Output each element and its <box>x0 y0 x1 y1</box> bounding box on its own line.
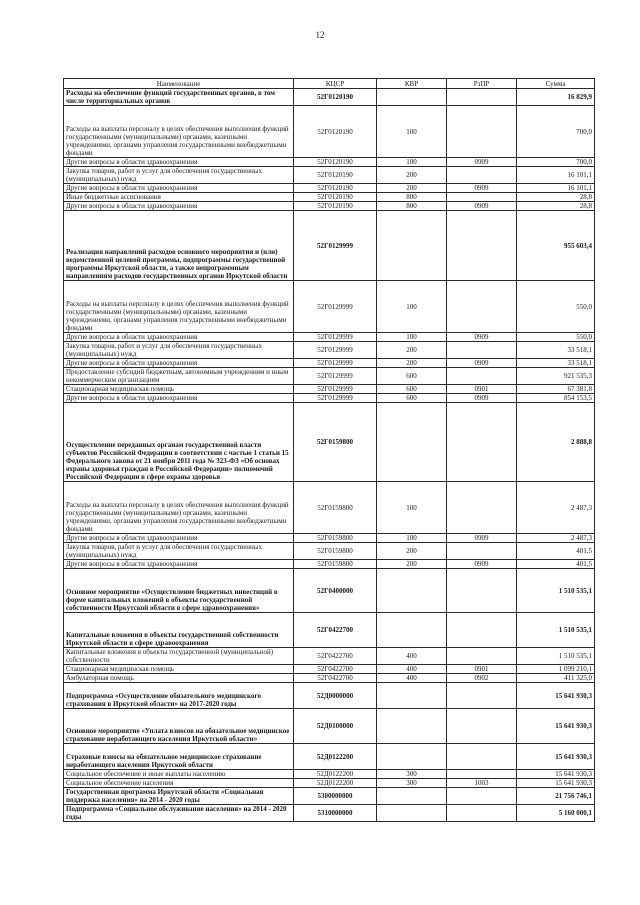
rzpr-cell: 0909 <box>447 394 517 403</box>
name-cell: Закупка товаров, работ и услуг для обеспечения государственных (муниципальных) нужд <box>64 342 294 359</box>
sum-cell: 921 535,3 <box>517 368 595 385</box>
code-cell: 52Г0129999 <box>294 281 377 333</box>
code-cell: 52Д0122200 <box>294 779 377 788</box>
kvr-cell: 600 <box>377 385 447 394</box>
table-row <box>64 359 595 368</box>
header-name: Наименование <box>64 79 294 89</box>
code-cell: 52Г0120190 <box>294 202 377 211</box>
rzpr-cell: 0909 <box>447 333 517 342</box>
rzpr-cell <box>447 648 517 665</box>
code-cell: 52Г0120190 <box>294 89 377 106</box>
rzpr-cell <box>447 193 517 202</box>
name-cell: Основное мероприятие «Осуществление бюджетных инвестиций в форме капитальных вложений в объекты государственной собственности Иркутской области в сфере здравоохранения» <box>64 569 294 613</box>
table-row <box>64 534 595 543</box>
kvr-cell: 100 <box>377 281 447 333</box>
rzpr-cell: 0901 <box>447 385 517 394</box>
kvr-cell <box>377 211 447 281</box>
code-cell: 5310000000 <box>294 805 377 822</box>
code-cell: 52Г0422700 <box>294 674 377 683</box>
code-cell: 52Г0159800 <box>294 482 377 534</box>
kvr-cell: 600 <box>377 394 447 403</box>
sum-cell: 33 518,1 <box>517 359 595 368</box>
header-rzpr: РзПР <box>447 79 517 89</box>
table-row <box>64 333 595 342</box>
sum-cell: 33 518,1 <box>517 342 595 359</box>
table-body <box>64 89 595 822</box>
rzpr-cell <box>447 543 517 560</box>
rzpr-cell <box>447 744 517 770</box>
name-cell: Стационарная медицинская помощь <box>64 385 294 394</box>
code-cell: 52Д0122200 <box>294 770 377 779</box>
rzpr-cell <box>447 770 517 779</box>
table-row <box>64 342 595 359</box>
rzpr-cell <box>447 569 517 613</box>
rzpr-cell <box>447 342 517 359</box>
kvr-cell: 400 <box>377 665 447 674</box>
name-cell: Расходы на выплаты персоналу в целях обеспечения выполнения функций государственными (муниципальными) органами, казенными учреждениями, органами управления государственными внебюджетными фондами <box>64 281 294 333</box>
name-cell: Другие вопросы в области здравоохранения <box>64 202 294 211</box>
rzpr-cell <box>447 683 517 709</box>
kvr-cell <box>377 613 447 648</box>
rzpr-cell <box>447 482 517 534</box>
kvr-cell: 600 <box>377 368 447 385</box>
name-cell: Реализация направлений расходов основного мероприятия и (или) ведомственной целевой программы, подпрограммы государственной программы Иркутской области, а также непрограммным направлениям расходов государственных органов Иркутской области <box>64 211 294 281</box>
name-cell: Другие вопросы в области здравоохранения <box>64 184 294 193</box>
name-cell: Другие вопросы в области здравоохранения <box>64 394 294 403</box>
rzpr-cell: 0909 <box>447 184 517 193</box>
sum-cell: 1 099 210,1 <box>517 665 595 674</box>
table-row <box>64 770 595 779</box>
name-cell: Социальное обеспечение и иные выплаты населению <box>64 770 294 779</box>
sum-cell: 854 153,5 <box>517 394 595 403</box>
table-row <box>64 788 595 805</box>
table-row <box>64 394 595 403</box>
table-row <box>64 281 595 333</box>
sum-cell: 15 641 930,3 <box>517 683 595 709</box>
sum-cell: 550,0 <box>517 281 595 333</box>
rzpr-cell <box>447 167 517 184</box>
kvr-cell <box>377 709 447 744</box>
header-kvr: КВР <box>377 79 447 89</box>
name-cell: Подпрограмма «Осуществление обязательного медицинского страхования в Иркутской области» на 2017-2020 годы <box>64 683 294 709</box>
table-row <box>64 202 595 211</box>
header-sum: Сумма <box>517 79 595 89</box>
code-cell: 52Г0120190 <box>294 184 377 193</box>
sum-cell: 1 510 535,1 <box>517 648 595 665</box>
table-row <box>64 158 595 167</box>
kvr-cell: 200 <box>377 543 447 560</box>
table-row <box>64 709 595 744</box>
table-row <box>64 569 595 613</box>
code-cell: 52Г0120190 <box>294 167 377 184</box>
rzpr-cell: 0902 <box>447 674 517 683</box>
name-cell: Предоставление субсидий бюджетным, автономным учреждениям и иным некоммерческим организациям <box>64 368 294 385</box>
table-row <box>64 560 595 569</box>
budget-table <box>63 78 595 822</box>
kvr-cell <box>377 569 447 613</box>
table-row <box>64 674 595 683</box>
sum-cell: 1 510 535,1 <box>517 613 595 648</box>
name-cell: Закупка товаров, работ и услуг для обеспечения государственных (муниципальных) нужд <box>64 543 294 560</box>
table-row <box>64 805 595 822</box>
rzpr-cell <box>447 613 517 648</box>
sum-cell: 1 510 535,1 <box>517 569 595 613</box>
kvr-cell <box>377 788 447 805</box>
sum-cell: 15 641 930,3 <box>517 744 595 770</box>
name-cell: Амбулаторная помощь <box>64 674 294 683</box>
sum-cell: 28,8 <box>517 202 595 211</box>
kvr-cell <box>377 683 447 709</box>
rzpr-cell <box>447 805 517 822</box>
sum-cell: 16 101,1 <box>517 167 595 184</box>
name-cell: Стационарная медицинская помощь <box>64 665 294 674</box>
code-cell: 52Г0129999 <box>294 368 377 385</box>
table-header-row <box>64 79 595 89</box>
kvr-cell: 400 <box>377 648 447 665</box>
rzpr-cell <box>447 709 517 744</box>
kvr-cell: 100 <box>377 534 447 543</box>
name-cell: Иные бюджетные ассигнования <box>64 193 294 202</box>
code-cell: 52Г0129999 <box>294 385 377 394</box>
kvr-cell <box>377 403 447 482</box>
code-cell: 52Г0159800 <box>294 534 377 543</box>
code-cell: 52Г0159800 <box>294 403 377 482</box>
code-cell: 52Д0100000 <box>294 709 377 744</box>
table-row <box>64 779 595 788</box>
name-cell: Другие вопросы в области здравоохранения <box>64 359 294 368</box>
rzpr-cell <box>447 403 517 482</box>
kvr-cell: 800 <box>377 193 447 202</box>
rzpr-cell <box>447 106 517 158</box>
sum-cell: 2 487,3 <box>517 534 595 543</box>
kvr-cell <box>377 89 447 106</box>
table-row <box>64 167 595 184</box>
sum-cell: 21 756 746,1 <box>517 788 595 805</box>
name-cell: Расходы на обеспечение функций государственных органов, в том числе территориальных органов <box>64 89 294 106</box>
sum-cell: 15 641 930,3 <box>517 779 595 788</box>
code-cell: 52Г0129999 <box>294 333 377 342</box>
table-row <box>64 648 595 665</box>
sum-cell: 700,0 <box>517 106 595 158</box>
name-cell: Подпрограмма «Социальное обслуживание населения» на 2014 - 2020 годы <box>64 805 294 822</box>
table-row <box>64 385 595 394</box>
name-cell: Государственная программа Иркутской области «Социальная поддержка населения» на 2014 - 2020 годы <box>64 788 294 805</box>
table-row <box>64 665 595 674</box>
kvr-cell: 300 <box>377 779 447 788</box>
code-cell: 52Г0129999 <box>294 211 377 281</box>
sum-cell: 2 487,3 <box>517 482 595 534</box>
table-row <box>64 89 595 106</box>
code-cell: 52Г0129999 <box>294 394 377 403</box>
table-row <box>64 482 595 534</box>
name-cell: Другие вопросы в области здравоохранения <box>64 333 294 342</box>
name-cell: Другие вопросы в области здравоохранения <box>64 534 294 543</box>
code-cell: 52Г0400000 <box>294 569 377 613</box>
rzpr-cell <box>447 788 517 805</box>
kvr-cell: 100 <box>377 333 447 342</box>
sum-cell: 15 641 930,3 <box>517 709 595 744</box>
code-cell: 52Г0422700 <box>294 613 377 648</box>
kvr-cell: 800 <box>377 202 447 211</box>
sum-cell: 28,8 <box>517 193 595 202</box>
code-cell: 52Г0159800 <box>294 560 377 569</box>
name-cell: Капитальные вложения в объекты государственной собственности Иркутской области в сфере здравоохранения <box>64 613 294 648</box>
rzpr-cell: 0909 <box>447 359 517 368</box>
name-cell: Расходы на выплаты персоналу в целях обеспечения выполнения функций государственными (муниципальными) органами, казенными учреждениями, органами управления государственными внебюджетными фондами <box>64 106 294 158</box>
page-number: 12 <box>315 30 325 40</box>
code-cell: 52Г0120190 <box>294 193 377 202</box>
kvr-cell: 100 <box>377 106 447 158</box>
name-cell: Другие вопросы в области здравоохранения <box>64 560 294 569</box>
code-cell: 52Д0122200 <box>294 744 377 770</box>
name-cell: Другие вопросы в области здравоохранения <box>64 158 294 167</box>
kvr-cell: 200 <box>377 359 447 368</box>
sum-cell: 5 160 000,1 <box>517 805 595 822</box>
code-cell: 52Г0120190 <box>294 158 377 167</box>
kvr-cell: 200 <box>377 184 447 193</box>
rzpr-cell <box>447 211 517 281</box>
table-row <box>64 193 595 202</box>
sum-cell: 16 101,1 <box>517 184 595 193</box>
kvr-cell: 100 <box>377 482 447 534</box>
table-row <box>64 211 595 281</box>
sum-cell: 16 829,9 <box>517 89 595 106</box>
table-row <box>64 106 595 158</box>
name-cell: Основное мероприятие «Уплата взносов на обязательное медицинское страхование неработающего населения Иркутской области» <box>64 709 294 744</box>
table-row <box>64 403 595 482</box>
kvr-cell <box>377 744 447 770</box>
name-cell: Расходы на выплаты персоналу в целях обеспечения выполнения функций государственными (муниципальными) органами, казенными учреждениями, органами управления государственными внебюджетными фондами <box>64 482 294 534</box>
kvr-cell <box>377 805 447 822</box>
rzpr-cell: 0909 <box>447 202 517 211</box>
table-row <box>64 368 595 385</box>
table-row <box>64 543 595 560</box>
sum-cell: 955 603,4 <box>517 211 595 281</box>
rzpr-cell: 0901 <box>447 665 517 674</box>
sum-cell: 67 381,8 <box>517 385 595 394</box>
rzpr-cell <box>447 89 517 106</box>
kvr-cell: 200 <box>377 342 447 359</box>
code-cell: 52Г0129999 <box>294 359 377 368</box>
name-cell: Осуществление переданных органам государственной власти субъектов Российской Федерации в соответствии с частью 1 статьи 15 Федерального закона от 21 ноября 2011 года № 323-ФЗ «Об основах охраны здоровья граждан в Российской Федерации» полномочий Российской Федерации в сфере охраны здоровья <box>64 403 294 482</box>
rzpr-cell: 0909 <box>447 534 517 543</box>
sum-cell: 401,5 <box>517 560 595 569</box>
sum-cell: 700,0 <box>517 158 595 167</box>
sum-cell: 411 325,0 <box>517 674 595 683</box>
table-row <box>64 184 595 193</box>
table-row <box>64 744 595 770</box>
kvr-cell: 200 <box>377 560 447 569</box>
rzpr-cell <box>447 368 517 385</box>
code-cell: 52Д0000000 <box>294 683 377 709</box>
header-kcsr: КЦСР <box>294 79 377 89</box>
code-cell: 52Г0120190 <box>294 106 377 158</box>
name-cell: Социальное обеспечение населения <box>64 779 294 788</box>
rzpr-cell: 0909 <box>447 158 517 167</box>
table-row <box>64 683 595 709</box>
code-cell: 52Г0129999 <box>294 342 377 359</box>
kvr-cell: 400 <box>377 674 447 683</box>
sum-cell: 550,0 <box>517 333 595 342</box>
kvr-cell: 200 <box>377 167 447 184</box>
kvr-cell: 100 <box>377 158 447 167</box>
sum-cell: 15 641 930,3 <box>517 770 595 779</box>
sum-cell: 2 888,8 <box>517 403 595 482</box>
sum-cell: 401,5 <box>517 543 595 560</box>
code-cell: 52Г0422700 <box>294 648 377 665</box>
table-row <box>64 613 595 648</box>
rzpr-cell: 0909 <box>447 560 517 569</box>
name-cell: Капитальные вложения в объекты государственной (муниципальной) собственности <box>64 648 294 665</box>
code-cell: 52Г0159800 <box>294 543 377 560</box>
name-cell: Закупка товаров, работ и услуг для обеспечения государственных (муниципальных) нужд <box>64 167 294 184</box>
rzpr-cell: 1003 <box>447 779 517 788</box>
rzpr-cell <box>447 281 517 333</box>
code-cell: 5300000000 <box>294 788 377 805</box>
kvr-cell: 300 <box>377 770 447 779</box>
name-cell: Страховые взносы на обязательное медицинское страхование неработающего населения Иркутской области <box>64 744 294 770</box>
code-cell: 52Г0422700 <box>294 665 377 674</box>
